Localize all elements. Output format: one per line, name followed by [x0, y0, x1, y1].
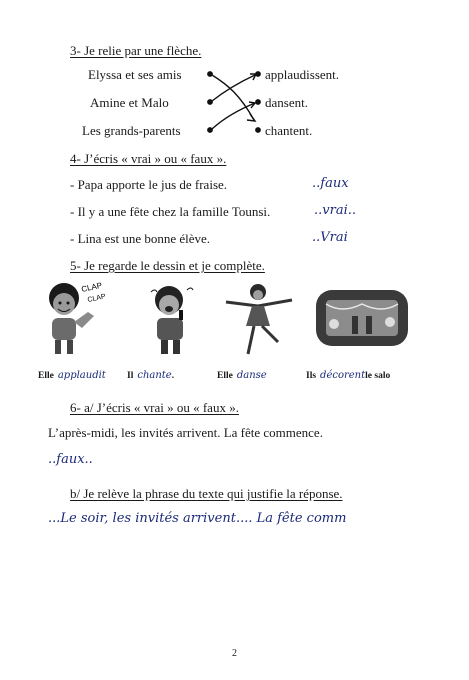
right-item-2: dansent.: [265, 95, 308, 110]
caption-2-answer: chante: [137, 370, 172, 381]
caption-1-prefix: Elle: [38, 371, 54, 381]
caption-2-prefix: Il: [127, 371, 134, 381]
exercise-6a-title: 6- a/ J’écris « vrai » ou « faux ».: [70, 400, 239, 415]
decorating-room-illustration: [312, 284, 412, 354]
caption-4-prefix: Ils: [306, 371, 317, 381]
right-item-1: applaudissent.: [265, 67, 340, 82]
answer-2: ..vrai..: [314, 203, 356, 218]
caption-2-suffix: .: [171, 371, 175, 381]
caption-1-answer: applaudit: [57, 370, 106, 381]
caption-4-answer: décorent: [320, 370, 366, 381]
left-item-2: Amine et Malo: [90, 95, 169, 110]
clap-text: CLAP: [80, 280, 103, 294]
exercise-4-title: 4- J’écris « vrai » ou « faux ».: [70, 151, 227, 166]
statement-3: - Lina est une bonne élève.: [70, 231, 211, 246]
singing-boy-illustration: [135, 280, 205, 358]
exercise-3-title: 3- Je relie par une flèche.: [70, 43, 202, 58]
clapping-girl-illustration: [38, 278, 120, 358]
statement-1: - Papa apporte le jus de fraise.: [70, 177, 228, 192]
answer-6b: ...Le soir, les invités arrivent.... La fête comm: [48, 511, 347, 526]
exercise-6b-title: b/ Je relève la phrase du texte qui justifie la réponse.: [70, 486, 343, 501]
caption-2: [127, 365, 174, 383]
answer-3: ..Vrai: [312, 230, 348, 245]
caption-1: [38, 365, 106, 383]
answer-1: ..faux: [312, 176, 349, 191]
caption-3-answer: danse: [236, 370, 267, 381]
answer-6a: ..faux..: [48, 452, 93, 467]
clap-text-2: CLAP: [86, 293, 107, 304]
left-item-3: Les grands-parents: [82, 123, 181, 138]
caption-3-prefix: Elle: [217, 371, 233, 381]
caption-4: [306, 365, 390, 383]
right-item-3: chantent.: [265, 123, 313, 138]
exercise-5-title: 5- Je regarde le dessin et je complète.: [70, 258, 265, 273]
page-number: 2: [232, 648, 237, 659]
matching-arrows: [200, 60, 270, 145]
dancing-girl-illustration: [218, 280, 298, 358]
statement-2: - Il y a une fête chez la famille Tounsi.: [70, 204, 271, 219]
left-item-1: Elyssa et ses amis: [88, 67, 182, 82]
caption-3: [217, 365, 267, 383]
caption-4-suffix: le salo: [365, 371, 391, 381]
exercise-6-sentence: L’après-midi, les invités arrivent. La fête commence.: [48, 425, 323, 440]
